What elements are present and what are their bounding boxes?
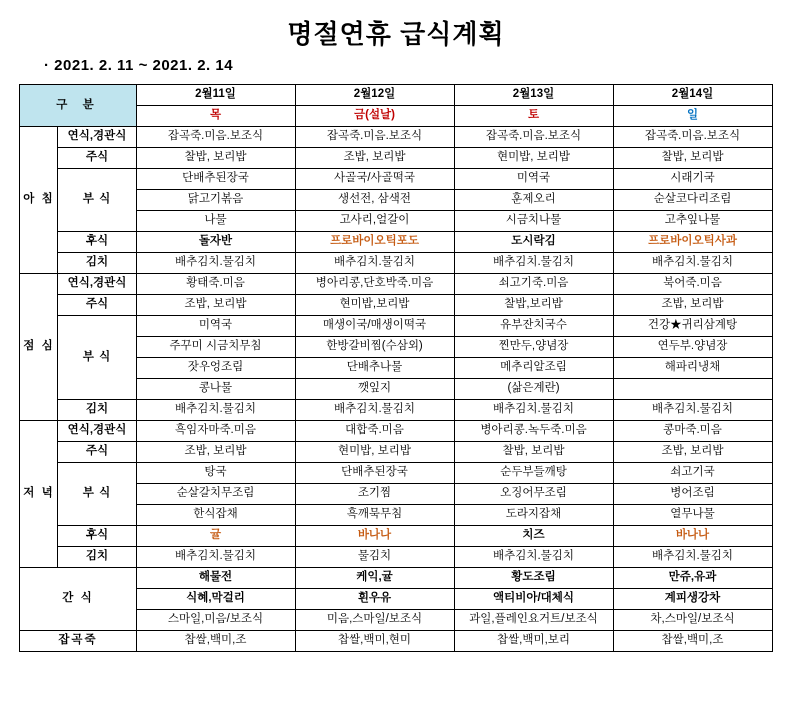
table-row xyxy=(20,463,772,484)
cell-morning-jusik-4: 찰밥, 보리밥 xyxy=(613,148,772,169)
category-busik: 부 식 xyxy=(58,316,136,400)
table-row xyxy=(20,295,772,316)
cell-morning-busik1-3: 미역국 xyxy=(454,169,613,190)
table-row xyxy=(20,127,772,148)
cell-morning-kimchi-3: 배추김치.물김치 xyxy=(454,253,613,274)
cell-morning-busik1-1: 단배추된장국 xyxy=(136,169,295,190)
category-busik: 부 식 xyxy=(58,169,136,232)
cell-morning-busik3-4: 고추잎나물 xyxy=(613,211,772,232)
cell-dinner-husik-4: 바나나 xyxy=(613,526,772,547)
table-row xyxy=(20,169,772,190)
cell-dinner-busik1-1: 탕국 xyxy=(136,463,295,484)
category-kimchi: 김치 xyxy=(58,400,136,421)
cell-lunch-busik1-2: 매생이국/매생이떡국 xyxy=(295,316,454,337)
category-husik: 후식 xyxy=(58,232,136,253)
table-row xyxy=(20,274,772,295)
cell-lunch-yeonsik-1: 황태죽.미음 xyxy=(136,274,295,295)
cell-morning-husik-3: 도시락김 xyxy=(454,232,613,253)
cell-lunch-yeonsik-4: 북어죽.미음 xyxy=(613,274,772,295)
date-range: · 2021. 2. 11 ~ 2021. 2. 14 xyxy=(44,57,234,74)
cell-dinner-yeonsik-2: 대합죽.미음 xyxy=(295,421,454,442)
header-dow-1: 목 xyxy=(136,106,295,127)
cell-snack3-1: 스마일,미음/보조식 xyxy=(136,610,295,631)
cell-snack1-1: 해물전 xyxy=(136,568,295,589)
table-row xyxy=(20,400,772,421)
cell-lunch-busik3-2: 단배추나물 xyxy=(295,358,454,379)
cell-dinner-busik2-4: 병어조림 xyxy=(613,484,772,505)
cell-snack2-3: 액티비아/대체식 xyxy=(454,589,613,610)
cell-lunch-busik2-4: 연두부.양념장 xyxy=(613,337,772,358)
cell-morning-yeonsik-4: 잡곡죽.미음.보조식 xyxy=(613,127,772,148)
cell-lunch-busik1-1: 미역국 xyxy=(136,316,295,337)
cell-lunch-busik2-2: 한방갈비찜(수삼외) xyxy=(295,337,454,358)
cell-dinner-kimchi-1: 배추김치.물김치 xyxy=(136,547,295,568)
cell-dinner-husik-3: 치즈 xyxy=(454,526,613,547)
cell-lunch-yeonsik-3: 쇠고기죽.미음 xyxy=(454,274,613,295)
cell-morning-busik1-2: 사골국/사골떡국 xyxy=(295,169,454,190)
cell-morning-busik1-4: 시래기국 xyxy=(613,169,772,190)
cell-lunch-busik4-2: 깻잎지 xyxy=(295,379,454,400)
header-date-3: 2월13일 xyxy=(454,85,613,106)
table-row xyxy=(20,631,772,652)
cell-morning-busik2-2: 생선전, 삼색전 xyxy=(295,190,454,211)
cell-lunch-busik3-4: 해파리냉채 xyxy=(613,358,772,379)
cell-mixgrain-2: 찹쌀,백미,현미 xyxy=(295,631,454,652)
category-jusik: 주식 xyxy=(58,442,136,463)
cell-dinner-busik1-4: 쇠고기국 xyxy=(613,463,772,484)
cell-snack1-4: 만쥬,유과 xyxy=(613,568,772,589)
category-yeonsik: 연식,경관식 xyxy=(58,421,136,442)
category-jusik: 주식 xyxy=(58,148,136,169)
cell-mixgrain-4: 찹쌀,백미,조 xyxy=(613,631,772,652)
header-dow-2: 금(설날) xyxy=(295,106,454,127)
cell-dinner-jusik-1: 조밥, 보리밥 xyxy=(136,442,295,463)
cell-snack3-4: 차,스마일/보조식 xyxy=(613,610,772,631)
cell-dinner-kimchi-4: 배추김치.물김치 xyxy=(613,547,772,568)
category-yeonsik: 연식,경관식 xyxy=(58,127,136,148)
category-husik: 후식 xyxy=(58,526,136,547)
cell-dinner-busik2-2: 조기찜 xyxy=(295,484,454,505)
cell-dinner-busik3-4: 열무나물 xyxy=(613,505,772,526)
cell-dinner-busik3-2: 흑깨묵무침 xyxy=(295,505,454,526)
table-header-row xyxy=(20,85,772,106)
category-kimchi: 김치 xyxy=(58,253,136,274)
cell-morning-busik2-4: 순살코다리조림 xyxy=(613,190,772,211)
table-row xyxy=(20,253,772,274)
cell-dinner-jusik-4: 조밥, 보리밥 xyxy=(613,442,772,463)
header-dow-3: 토 xyxy=(454,106,613,127)
cell-lunch-busik3-1: 잣우엉조림 xyxy=(136,358,295,379)
cell-dinner-busik3-3: 도라지잡채 xyxy=(454,505,613,526)
table-row xyxy=(20,148,772,169)
cell-dinner-husik-1: 귤 xyxy=(136,526,295,547)
header-date-2: 2월12일 xyxy=(295,85,454,106)
cell-morning-busik2-1: 닭고기볶음 xyxy=(136,190,295,211)
cell-morning-jusik-2: 조밥, 보리밥 xyxy=(295,148,454,169)
cell-mixgrain-3: 찹쌀,백미,보리 xyxy=(454,631,613,652)
cell-morning-jusik-1: 찰밥, 보리밥 xyxy=(136,148,295,169)
category-jusik: 주식 xyxy=(58,295,136,316)
cell-lunch-busik4-3: (삶은계란) xyxy=(454,379,613,400)
cell-lunch-busik1-3: 유부잔치국수 xyxy=(454,316,613,337)
cell-dinner-kimchi-2: 물김치 xyxy=(295,547,454,568)
cell-lunch-jusik-3: 찰밥,보리밥 xyxy=(454,295,613,316)
cell-lunch-kimchi-1: 배추김치.물김치 xyxy=(136,400,295,421)
cell-lunch-kimchi-4: 배추김치.물김치 xyxy=(613,400,772,421)
cell-dinner-yeonsik-1: 흑임자마죽.미음 xyxy=(136,421,295,442)
meal-label-dinner: 저 녁 xyxy=(20,421,58,568)
cell-dinner-busik3-1: 한식잡채 xyxy=(136,505,295,526)
cell-morning-busik2-3: 훈제오리 xyxy=(454,190,613,211)
meal-label-lunch: 점 심 xyxy=(20,274,58,421)
cell-morning-kimchi-1: 배추김치.물김치 xyxy=(136,253,295,274)
cell-mixgrain-1: 찹쌀,백미,조 xyxy=(136,631,295,652)
cell-lunch-busik2-1: 주꾸미 시금치무침 xyxy=(136,337,295,358)
category-kimchi: 김치 xyxy=(58,547,136,568)
cell-lunch-busik2-3: 찐만두,양념장 xyxy=(454,337,613,358)
cell-lunch-jusik-1: 조밥, 보리밥 xyxy=(136,295,295,316)
cell-dinner-kimchi-3: 배추김치.물김치 xyxy=(454,547,613,568)
cell-morning-busik3-3: 시금치나물 xyxy=(454,211,613,232)
header-date-1: 2월11일 xyxy=(136,85,295,106)
table-row xyxy=(20,526,772,547)
table-row xyxy=(20,421,772,442)
cell-snack1-3: 황도조림 xyxy=(454,568,613,589)
cell-lunch-busik4-4 xyxy=(613,379,772,400)
cell-lunch-jusik-2: 현미밥,보리밥 xyxy=(295,295,454,316)
row-label-mixgrain: 잡곡죽 xyxy=(20,631,136,652)
cell-dinner-jusik-2: 현미밥, 보리밥 xyxy=(295,442,454,463)
cell-snack1-2: 케익,귤 xyxy=(295,568,454,589)
table-row xyxy=(20,232,772,253)
table-row xyxy=(20,316,772,337)
cell-snack3-2: 미음,스마일/보조식 xyxy=(295,610,454,631)
cell-snack2-2: 흰우유 xyxy=(295,589,454,610)
cell-morning-kimchi-4: 배추김치.물김치 xyxy=(613,253,772,274)
cell-dinner-busik2-1: 순살갈치무조림 xyxy=(136,484,295,505)
header-gubun: 구 분 xyxy=(20,85,136,127)
header-dow-4: 일 xyxy=(613,106,772,127)
cell-morning-husik-2: 프로바이오틱포도 xyxy=(295,232,454,253)
meal-plan-table xyxy=(19,84,772,652)
cell-lunch-busik3-3: 메추리알조림 xyxy=(454,358,613,379)
page-title: 명절연휴 급식계획 xyxy=(287,19,505,49)
meal-label-snack: 간 식 xyxy=(20,568,136,631)
cell-snack3-3: 과일,플레인요거트/보조식 xyxy=(454,610,613,631)
cell-morning-yeonsik-1: 잡곡죽.미음.보조식 xyxy=(136,127,295,148)
header-date-4: 2월14일 xyxy=(613,85,772,106)
category-busik: 부 식 xyxy=(58,463,136,526)
category-yeonsik: 연식,경관식 xyxy=(58,274,136,295)
cell-lunch-busik4-1: 콩나물 xyxy=(136,379,295,400)
cell-dinner-husik-2: 바나나 xyxy=(295,526,454,547)
cell-morning-husik-1: 돌자반 xyxy=(136,232,295,253)
cell-dinner-jusik-3: 찰밥, 보리밥 xyxy=(454,442,613,463)
menu-plan-page xyxy=(0,14,792,722)
cell-lunch-yeonsik-2: 병아리콩,단호박죽.미음 xyxy=(295,274,454,295)
table-row xyxy=(20,568,772,589)
cell-snack2-1: 식혜,막걸리 xyxy=(136,589,295,610)
cell-lunch-kimchi-2: 배추김치.물김치 xyxy=(295,400,454,421)
cell-dinner-busik2-3: 오징어무조림 xyxy=(454,484,613,505)
cell-dinner-busik1-2: 단배추된장국 xyxy=(295,463,454,484)
table-row xyxy=(20,442,772,463)
cell-morning-jusik-3: 현미밥, 보리밥 xyxy=(454,148,613,169)
cell-morning-yeonsik-2: 잡곡죽.미음.보조식 xyxy=(295,127,454,148)
cell-lunch-jusik-4: 조밥, 보리밥 xyxy=(613,295,772,316)
cell-snack2-4: 계피생강차 xyxy=(613,589,772,610)
cell-dinner-yeonsik-4: 콩마죽.미음 xyxy=(613,421,772,442)
cell-morning-busik3-1: 나물 xyxy=(136,211,295,232)
cell-morning-busik3-2: 고사리,얼갈이 xyxy=(295,211,454,232)
cell-dinner-busik1-3: 순두부들깨탕 xyxy=(454,463,613,484)
cell-morning-kimchi-2: 배추김치.물김치 xyxy=(295,253,454,274)
cell-lunch-busik1-4: 건강★귀리삼계탕 xyxy=(613,316,772,337)
table-row xyxy=(20,547,772,568)
meal-label-morning: 아 침 xyxy=(20,127,58,274)
cell-dinner-yeonsik-3: 병아리콩.녹두죽.미음 xyxy=(454,421,613,442)
cell-lunch-kimchi-3: 배추김치.물김치 xyxy=(454,400,613,421)
cell-morning-husik-4: 프로바이오틱사과 xyxy=(613,232,772,253)
cell-morning-yeonsik-3: 잡곡죽.미음.보조식 xyxy=(454,127,613,148)
